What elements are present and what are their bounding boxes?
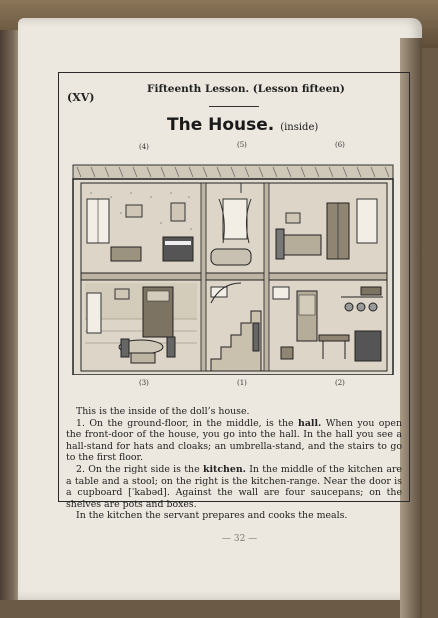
kitchen-paragraph [66,464,402,510]
intro-paragraph: This is the inside of the doll’s house. [76,406,250,417]
meals-paragraph: In the kitchen the servant prepares and cooks the meals. [76,510,348,522]
title-divider [209,106,259,107]
heading-text: The House. [167,115,275,135]
marker-bottom-middle: (1) [237,379,247,387]
kitchen-text-rest: In the middle of the kitchen are a table and a stool; on the right is the kitchen-range. Near the door is a cupboard [ˈkabəd]. Against the wall are four saucepans; on the shelves are pots and boxes. [66,463,402,510]
marker-top-left: (4) [139,143,149,151]
kitchen-text-start: 2. On the right side is the [76,463,203,475]
lesson-number: (XV) [67,91,95,104]
marker-bottom-right: (2) [335,379,345,387]
lesson-text [66,406,402,522]
heading-subtext: (inside) [280,122,319,133]
page-heading [167,115,318,135]
page-number: — 32 — [222,534,258,544]
marker-bottom-left: (3) [139,379,149,387]
hall-text-start: 1. On the ground-floor, in the middle, is the [76,417,299,429]
marker-top-right: (6) [335,141,345,149]
lesson-title: Fifteenth Lesson. (Lesson fifteen) [147,83,345,95]
hall-keyword: hall. [298,417,322,429]
dolls-house-illustration [71,163,395,375]
hall-paragraph [66,418,402,464]
marker-top-middle: (5) [237,141,247,149]
hall-text-rest: When you open the front-door of the house, you go into the hall. In the hall you see a hall-stand for hats and cloaks; an umbrella-stand, and the stairs to go to the first floor. [66,417,402,464]
kitchen-keyword: kitchen. [202,463,246,475]
